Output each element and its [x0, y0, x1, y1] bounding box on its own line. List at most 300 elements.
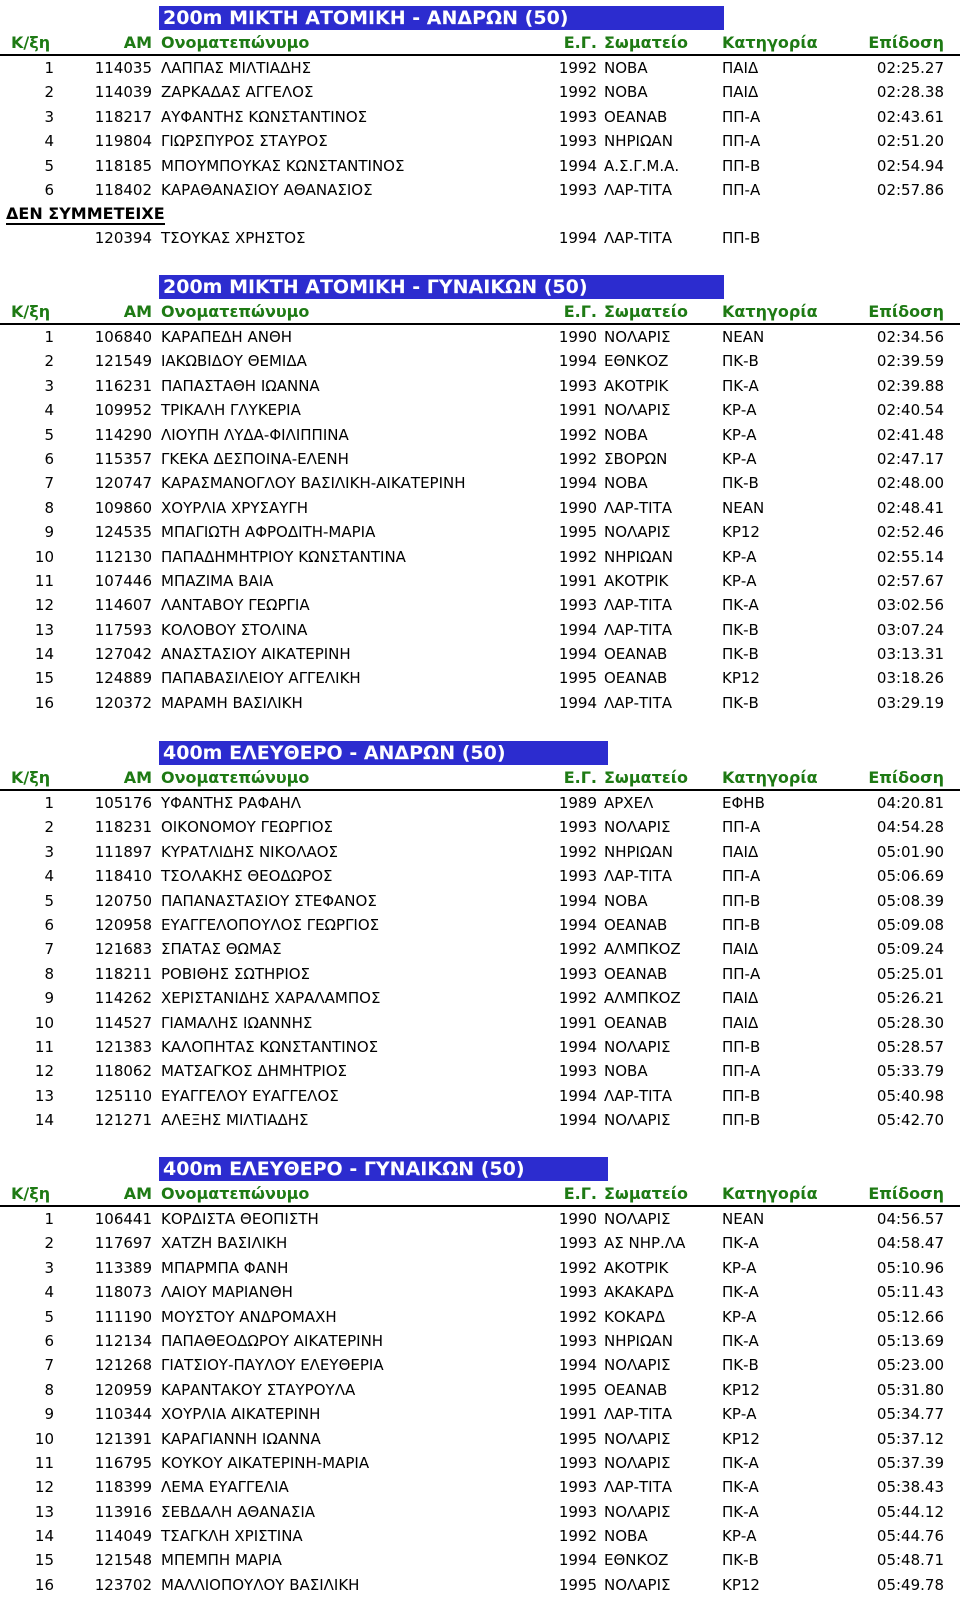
cell-rank: 6 — [44, 449, 54, 468]
cell-club: ΝΗΡΙΩΑΝ — [604, 547, 673, 566]
table-row — [0, 520, 960, 544]
table-row — [0, 1084, 960, 1108]
cell-time: 05:40.98 — [876, 1086, 944, 1105]
cell-name: ΧΑΤΖΗ ΒΑΣΙΛΙΚΗ — [161, 1234, 288, 1253]
cell-time: 04:54.28 — [876, 818, 944, 837]
cell-club: ΛΑΡ-ΤΙΤΑ — [604, 180, 672, 199]
table-row — [0, 1402, 960, 1426]
cell-time: 05:26.21 — [876, 989, 944, 1008]
cell-club: ΑΛΜΠΚΟΖ — [604, 940, 681, 959]
cell-year: 1994 — [558, 1551, 597, 1570]
cell-club: ΝΟΒΑ — [604, 891, 648, 910]
cell-year: 1994 — [558, 1356, 597, 1375]
cell-name: ΚΥΡΑΤΛΙΔΗΣ ΝΙΚΟΛΑΟΣ — [161, 842, 339, 861]
table-row — [0, 325, 960, 349]
cell-category: ΠΠ-Α — [722, 964, 761, 983]
table-row — [0, 618, 960, 642]
table-row — [0, 1035, 960, 1059]
cell-name: ΚΟΥΚΟΥ ΑΙΚΑΤΕΡΙΝΗ-ΜΑΡΙΑ — [161, 1453, 370, 1472]
cell-am: 114607 — [94, 596, 152, 615]
header-name: Ονοματεπώνυμο — [161, 302, 310, 321]
cell-name: ΜΠΕΜΠΗ ΜΑΡΙΑ — [161, 1551, 282, 1570]
table-row — [0, 791, 960, 815]
cell-rank: 4 — [44, 1283, 54, 1302]
results-list — [0, 1207, 960, 1597]
cell-rank: 6 — [44, 915, 54, 934]
cell-rank: 2 — [44, 1234, 54, 1253]
cell-club: ΝΗΡΙΩΑΝ — [604, 1331, 673, 1350]
cell-category: ΠΠ-Α — [722, 1062, 761, 1081]
cell-year: 1993 — [558, 132, 597, 151]
cell-name: ΚΑΡΑΠΕΔΗ ΑΝΘΗ — [161, 328, 293, 346]
cell-club: ΑΡΧΕΛ — [604, 794, 654, 812]
event-title: 400m ΕΛΕΥΘΕΡΟ - ΑΝΔΡΩΝ (50) — [159, 741, 608, 765]
cell-club: ΛΑΡ-ΤΙΤΑ — [604, 1405, 672, 1424]
cell-year: 1994 — [558, 915, 597, 934]
table-row — [0, 1305, 960, 1329]
cell-am: 118185 — [94, 156, 152, 175]
cell-rank: 3 — [44, 376, 54, 395]
cell-time: 05:01.90 — [876, 842, 944, 861]
cell-time: 05:13.69 — [876, 1331, 944, 1350]
event-section — [0, 741, 960, 1132]
header-time: Επίδοση — [868, 302, 944, 321]
cell-category: ΠΠ-Β — [722, 1086, 761, 1105]
cell-name: ΤΣΟΥΚΑΣ ΧΡΗΣΤΟΣ — [161, 229, 306, 248]
cell-rank: 1 — [44, 328, 54, 346]
table-row — [0, 1108, 960, 1132]
cell-club: ΛΑΡ-ΤΙΤΑ — [604, 498, 672, 517]
cell-year: 1992 — [558, 83, 597, 102]
cell-category: ΚΡ12 — [722, 1429, 760, 1448]
cell-rank: 3 — [44, 842, 54, 861]
table-row — [0, 691, 960, 715]
cell-category: ΠΠ-Α — [722, 132, 761, 151]
cell-rank: 8 — [44, 498, 54, 517]
cell-am: 111897 — [94, 842, 152, 861]
cell-category: ΚΡ12 — [722, 523, 760, 542]
cell-club: ΝΟΛΑΡΙΣ — [604, 1111, 671, 1130]
cell-year: 1992 — [558, 989, 597, 1008]
cell-category: ΠΚ-Β — [722, 620, 759, 639]
cell-name: ΠΑΠΑΔΗΜΗΤΡΙΟΥ ΚΩΝΣΤΑΝΤΙΝΑ — [161, 547, 406, 566]
cell-name: ΧΕΡΙΣΤΑΝΙΔΗΣ ΧΑΡΑΛΑΜΠΟΣ — [161, 989, 381, 1008]
cell-year: 1995 — [558, 669, 597, 688]
table-row — [0, 840, 960, 864]
cell-club: ΝΟΛΑΡΙΣ — [604, 328, 671, 346]
table-row — [0, 447, 960, 471]
results-list — [0, 791, 960, 1132]
table-row — [0, 423, 960, 447]
cell-rank: 7 — [44, 1356, 54, 1375]
cell-club: ΝΟΛΑΡΙΣ — [604, 401, 671, 420]
cell-rank: 1 — [44, 1210, 54, 1228]
table-row — [0, 815, 960, 839]
cell-am: 111190 — [94, 1307, 152, 1326]
cell-category: ΚΡ-Α — [722, 1258, 757, 1277]
header-category: Κατηγορία — [722, 1184, 818, 1203]
cell-rank: 6 — [44, 180, 54, 199]
cell-club: ΑΛΜΠΚΟΖ — [604, 989, 681, 1008]
table-row — [0, 1059, 960, 1083]
header-time: Επίδοση — [868, 33, 944, 52]
header-category: Κατηγορία — [722, 302, 818, 321]
cell-category: ΚΡ-Α — [722, 1527, 757, 1546]
cell-time: 02:52.46 — [876, 523, 944, 542]
cell-category: ΠΚ-Β — [722, 1551, 759, 1570]
table-row — [0, 569, 960, 593]
cell-category: ΚΡ12 — [722, 1575, 760, 1594]
cell-club: ΑΚΟΤΡΙΚ — [604, 1258, 669, 1277]
cell-category: ΚΡ12 — [722, 669, 760, 688]
cell-rank: 13 — [34, 620, 54, 639]
table-row — [0, 1451, 960, 1475]
cell-am: 120372 — [94, 693, 152, 712]
cell-club: ΑΚΟΤΡΙΚ — [604, 571, 669, 590]
header-club: Σωματείο — [604, 768, 688, 787]
cell-year: 1993 — [558, 964, 597, 983]
table-row — [0, 1353, 960, 1377]
table-header — [0, 1181, 960, 1207]
cell-name: ΚΑΡΑΣΜΑΝΟΓΛΟΥ ΒΑΣΙΛΙΚΗ-ΑΙΚΑΤΕΡΙΝΗ — [161, 474, 466, 493]
cell-category: ΠΠ-Α — [722, 180, 761, 199]
cell-category: ΠΑΙΔ — [722, 989, 759, 1008]
cell-am: 120958 — [94, 915, 152, 934]
cell-name: ΙΑΚΩΒΙΔΟΥ ΘΕΜΙΔΑ — [161, 352, 307, 371]
cell-year: 1993 — [558, 1331, 597, 1350]
cell-rank: 10 — [34, 1429, 54, 1448]
cell-year: 1994 — [558, 645, 597, 664]
cell-am: 106840 — [94, 328, 152, 346]
header-year: Ε.Γ. — [563, 33, 597, 52]
header-name: Ονοματεπώνυμο — [161, 1184, 310, 1203]
cell-name: ΚΟΡΔΙΣΤΑ ΘΕΟΠΙΣΤΗ — [161, 1210, 319, 1228]
cell-category: ΠΠ-Β — [722, 1037, 761, 1056]
cell-rank: 10 — [34, 1013, 54, 1032]
header-am: ΑΜ — [123, 1184, 152, 1203]
table-row — [0, 1256, 960, 1280]
cell-club: ΛΑΡ-ΤΙΤΑ — [604, 1478, 672, 1497]
table-row — [0, 864, 960, 888]
cell-club: ΝΟΛΑΡΙΣ — [604, 1037, 671, 1056]
cell-time: 03:02.56 — [876, 596, 944, 615]
event-section — [0, 275, 960, 715]
cell-club: ΚΟΚΑΡΔ — [604, 1307, 666, 1326]
cell-am: 114049 — [94, 1527, 152, 1546]
cell-rank: 12 — [34, 1478, 54, 1497]
cell-year: 1993 — [558, 1453, 597, 1472]
cell-club: ΝΟΛΑΡΙΣ — [604, 1429, 671, 1448]
cell-club: ΝΗΡΙΩΑΝ — [604, 842, 673, 861]
cell-name: ΓΙΩΡΣΠΥΡΟΣ ΣΤΑΥΡΟΣ — [161, 132, 328, 151]
cell-rank: 2 — [44, 352, 54, 371]
cell-rank: 11 — [34, 571, 54, 590]
cell-category: ΝΕΑΝ — [722, 1210, 765, 1228]
table-row — [0, 1548, 960, 1572]
table-row — [0, 986, 960, 1010]
cell-name: ΚΑΡΑΓΙΑΝΝΗ ΙΩΑΝΝΑ — [161, 1429, 321, 1448]
cell-am: 121268 — [94, 1356, 152, 1375]
cell-am: 114039 — [94, 83, 152, 102]
cell-year: 1993 — [558, 1234, 597, 1253]
cell-am: 107446 — [94, 571, 152, 590]
cell-category: ΚΡ-Α — [722, 571, 757, 590]
cell-club: ΟΕΑΝΑΒ — [604, 669, 668, 688]
cell-time: 02:48.00 — [876, 474, 944, 493]
cell-name: ΛΑΠΠΑΣ ΜΙΛΤΙΑΔΗΣ — [161, 59, 312, 77]
cell-name: ΓΙΑΤΣΙΟΥ-ΠΑΥΛΟΥ ΕΛΕΥΘΕΡΙΑ — [161, 1356, 384, 1375]
cell-time: 05:44.12 — [876, 1502, 944, 1521]
cell-time: 05:11.43 — [876, 1283, 944, 1302]
cell-time: 02:25.27 — [876, 59, 944, 77]
cell-rank: 15 — [34, 669, 54, 688]
cell-time: 04:56.57 — [876, 1210, 944, 1228]
table-row — [0, 1524, 960, 1548]
cell-rank: 12 — [34, 596, 54, 615]
cell-club: ΝΟΛΑΡΙΣ — [604, 1575, 671, 1594]
table-row — [0, 1231, 960, 1255]
cell-year: 1991 — [558, 401, 597, 420]
cell-name: ΧΟΥΡΛΙΑ ΑΙΚΑΤΕΡΙΝΗ — [161, 1405, 321, 1424]
cell-am: 116795 — [94, 1453, 152, 1472]
table-row — [0, 398, 960, 422]
cell-time: 05:09.24 — [876, 940, 944, 959]
cell-year: 1994 — [558, 352, 597, 371]
table-header — [0, 30, 960, 56]
cell-time: 05:10.96 — [876, 1258, 944, 1277]
cell-name: ΤΡΙΚΑΛΗ ΓΛΥΚΕΡΙΑ — [161, 401, 301, 420]
cell-category: ΝΕΑΝ — [722, 328, 765, 346]
cell-year: 1995 — [558, 1575, 597, 1594]
cell-category: ΠΑΙΔ — [722, 1013, 759, 1032]
table-row — [0, 496, 960, 520]
cell-am: 115357 — [94, 449, 152, 468]
table-row — [0, 642, 960, 666]
cell-name: ΧΟΥΡΛΙΑ ΧΡΥΣΑΥΓΗ — [161, 498, 309, 517]
header-name: Ονοματεπώνυμο — [161, 768, 310, 787]
header-rank: Κ/ξη — [11, 33, 51, 52]
cell-am: 112134 — [94, 1331, 152, 1350]
cell-rank: 11 — [34, 1037, 54, 1056]
header-club: Σωματείο — [604, 302, 688, 321]
table-row — [0, 80, 960, 104]
cell-club: ΟΕΑΝΑΒ — [604, 1380, 668, 1399]
cell-am: 113916 — [94, 1502, 152, 1521]
cell-am: 109860 — [94, 498, 152, 517]
table-row — [0, 105, 960, 129]
cell-time: 05:09.08 — [876, 915, 944, 934]
cell-name: ΠΑΠΑΒΑΣΙΛΕΙΟΥ ΑΓΓΕΛΙΚΗ — [161, 669, 361, 688]
cell-time: 05:44.76 — [876, 1527, 944, 1546]
cell-club: ΟΕΑΝΑΒ — [604, 1013, 668, 1032]
cell-category: ΠΠ-Β — [722, 915, 761, 934]
cell-am: 114290 — [94, 425, 152, 444]
cell-year: 1993 — [558, 1062, 597, 1081]
dns-list — [0, 226, 960, 250]
cell-am: 114262 — [94, 989, 152, 1008]
cell-time: 02:39.88 — [876, 376, 944, 395]
cell-time: 02:57.67 — [876, 571, 944, 590]
event-title: 200m ΜΙΚΤΗ ΑΤΟΜΙΚΗ - ΓΥΝΑΙΚΩΝ (50) — [159, 275, 724, 299]
cell-category: ΠΠ-Β — [722, 229, 761, 248]
cell-year: 1992 — [558, 842, 597, 861]
cell-category: ΠΚ-Α — [722, 1502, 759, 1521]
cell-category: ΕΦΗΒ — [722, 794, 765, 812]
cell-rank: 1 — [44, 794, 54, 812]
cell-year: 1992 — [558, 1258, 597, 1277]
cell-club: ΛΑΡ-ΤΙΤΑ — [604, 620, 672, 639]
cell-name: ΤΣΟΛΑΚΗΣ ΘΕΟΔΩΡΟΣ — [161, 867, 333, 886]
event-title: 400m ΕΛΕΥΘΕΡΟ - ΓΥΝΑΙΚΩΝ (50) — [159, 1157, 608, 1181]
cell-year: 1995 — [558, 523, 597, 542]
cell-category: ΚΡ-Α — [722, 425, 757, 444]
cell-name: ΜΠΑΡΜΠΑ ΦΑΝΗ — [161, 1258, 289, 1277]
table-row — [0, 1280, 960, 1304]
header-name: Ονοματεπώνυμο — [161, 33, 310, 52]
cell-rank: 9 — [44, 1405, 54, 1424]
cell-am: 116231 — [94, 376, 152, 395]
cell-year: 1992 — [558, 1307, 597, 1326]
cell-rank: 2 — [44, 818, 54, 837]
cell-am: 123702 — [94, 1575, 152, 1594]
cell-am: 112130 — [94, 547, 152, 566]
cell-category: ΚΡ-Α — [722, 547, 757, 566]
cell-name: ΑΝΑΣΤΑΣΙΟΥ ΑΙΚΑΤΕΡΙΝΗ — [161, 645, 351, 664]
cell-am: 121548 — [94, 1551, 152, 1570]
cell-year: 1995 — [558, 1429, 597, 1448]
cell-category: ΠΚ-Α — [722, 596, 759, 615]
header-am: ΑΜ — [123, 33, 152, 52]
cell-rank: 4 — [44, 401, 54, 420]
cell-rank: 15 — [34, 1551, 54, 1570]
cell-year: 1992 — [558, 940, 597, 959]
cell-year: 1990 — [558, 498, 597, 517]
cell-club: ΝΟΛΑΡΙΣ — [604, 1502, 671, 1521]
cell-club: ΝΟΛΑΡΙΣ — [604, 1453, 671, 1472]
cell-year: 1993 — [558, 1502, 597, 1521]
cell-category: ΚΡ12 — [722, 1380, 760, 1399]
cell-year: 1992 — [558, 1527, 597, 1546]
cell-am: 118399 — [94, 1478, 152, 1497]
cell-category: ΚΡ-Α — [722, 1307, 757, 1326]
table-row — [0, 349, 960, 373]
cell-year: 1991 — [558, 1405, 597, 1424]
cell-year: 1993 — [558, 596, 597, 615]
cell-time: 03:29.19 — [876, 693, 944, 712]
cell-category: ΠΚ-Α — [722, 1453, 759, 1472]
cell-am: 118211 — [94, 964, 152, 983]
cell-club: ΝΟΒΑ — [604, 1527, 648, 1546]
cell-year: 1992 — [558, 59, 597, 77]
cell-category: ΠΚ-Β — [722, 645, 759, 664]
cell-time: 02:55.14 — [876, 547, 944, 566]
cell-time: 05:37.12 — [876, 1429, 944, 1448]
cell-rank: 4 — [44, 132, 54, 151]
cell-rank: 14 — [34, 1527, 54, 1546]
cell-name: ΑΥΦΑΝΤΗΣ ΚΩΝΣΤΑΝΤΙΝΟΣ — [161, 107, 368, 126]
event-section — [0, 6, 960, 251]
cell-time: 05:28.57 — [876, 1037, 944, 1056]
cell-club: Α.Σ.Γ.Μ.Α. — [604, 156, 680, 175]
cell-time: 05:37.39 — [876, 1453, 944, 1472]
cell-category: ΠΑΙΔ — [722, 59, 759, 77]
cell-rank: 11 — [34, 1453, 54, 1472]
cell-name: ΖΑΡΚΑΔΑΣ ΑΓΓΕΛΟΣ — [161, 83, 314, 102]
cell-time: 02:43.61 — [876, 107, 944, 126]
cell-club: ΝΟΒΑ — [604, 59, 648, 77]
table-row — [0, 374, 960, 398]
cell-club: ΝΟΒΑ — [604, 83, 648, 102]
cell-name: ΜΠΟΥΜΠΟΥΚΑΣ ΚΩΝΣΤΑΝΤΙΝΟΣ — [161, 156, 405, 175]
cell-name: ΡΟΒΙΘΗΣ ΣΩΤΗΡΙΟΣ — [161, 964, 311, 983]
cell-category: ΠΑΙΔ — [722, 940, 759, 959]
cell-category: ΠΠ-Α — [722, 818, 761, 837]
cell-am: 120747 — [94, 474, 152, 493]
cell-time: 02:28.38 — [876, 83, 944, 102]
table-row — [0, 1573, 960, 1597]
cell-time: 05:28.30 — [876, 1013, 944, 1032]
header-rank: Κ/ξη — [11, 302, 51, 321]
cell-time: 02:51.20 — [876, 132, 944, 151]
cell-rank: 9 — [44, 523, 54, 542]
table-row — [0, 226, 960, 250]
cell-am: 118402 — [94, 180, 152, 199]
cell-club: ΟΕΑΝΑΒ — [604, 645, 668, 664]
cell-club: ΝΟΛΑΡΙΣ — [604, 1210, 671, 1228]
cell-club: ΝΟΒΑ — [604, 425, 648, 444]
cell-rank: 1 — [44, 59, 54, 77]
cell-year: 1992 — [558, 425, 597, 444]
cell-name: ΜΑΛΛΙΟΠΟΥΛΟΥ ΒΑΣΙΛΙΚΗ — [161, 1575, 360, 1594]
dns-label-text: ΔΕΝ ΣΥΜΜΕΤΕΙΧΕ — [6, 204, 165, 224]
cell-year: 1993 — [558, 1283, 597, 1302]
cell-rank: 7 — [44, 940, 54, 959]
cell-name: ΠΑΠΑΣΤΑΘΗ ΙΩΑΝΝΑ — [161, 376, 320, 395]
cell-club: ΑΚΑΚΑΡΔ — [604, 1283, 674, 1302]
table-row — [0, 471, 960, 495]
cell-time: 03:07.24 — [876, 620, 944, 639]
cell-name: ΠΑΠΑΝΑΣΤΑΣΙΟΥ ΣΤΕΦΑΝΟΣ — [161, 891, 377, 910]
cell-rank: 16 — [34, 1575, 54, 1594]
cell-time: 05:06.69 — [876, 867, 944, 886]
cell-club: ΑΣ ΝΗΡ.ΛΑ — [604, 1234, 686, 1253]
cell-year: 1994 — [558, 1111, 597, 1130]
cell-category: ΝΕΑΝ — [722, 498, 765, 517]
cell-category: ΠΠ-Β — [722, 156, 761, 175]
cell-rank: 5 — [44, 1307, 54, 1326]
cell-time: 05:23.00 — [876, 1356, 944, 1375]
table-row — [0, 1329, 960, 1353]
cell-am: 121549 — [94, 352, 152, 371]
cell-am: 118231 — [94, 818, 152, 837]
cell-year: 1993 — [558, 1478, 597, 1497]
table-row — [0, 1207, 960, 1231]
cell-year: 1994 — [558, 156, 597, 175]
cell-am: 121383 — [94, 1037, 152, 1056]
cell-year: 1995 — [558, 1380, 597, 1399]
cell-name: ΑΛΕΞΗΣ ΜΙΛΤΙΑΔΗΣ — [161, 1111, 309, 1130]
cell-year: 1991 — [558, 571, 597, 590]
cell-category: ΠΚ-Β — [722, 474, 759, 493]
cell-club: ΝΟΛΑΡΙΣ — [604, 1356, 671, 1375]
cell-name: ΚΑΡΑΝΤΑΚΟΥ ΣΤΑΥΡΟΥΛΑ — [161, 1380, 356, 1399]
cell-time: 05:48.71 — [876, 1551, 944, 1570]
table-row — [0, 154, 960, 178]
cell-name: ΛΑΝΤΑΒΟΥ ΓΕΩΡΓΙΑ — [161, 596, 310, 615]
header-am: ΑΜ — [123, 768, 152, 787]
cell-time: 05:49.78 — [876, 1575, 944, 1594]
cell-rank: 5 — [44, 156, 54, 175]
